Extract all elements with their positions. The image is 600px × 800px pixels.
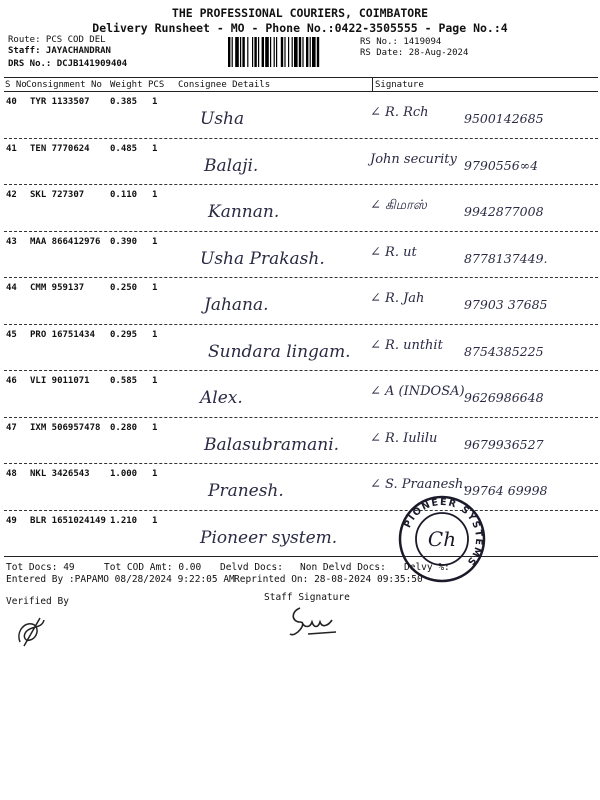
recipient-signature: ∠ A (INDOSA) bbox=[370, 384, 465, 399]
consignee-name: Usha Prakash. bbox=[200, 248, 325, 269]
row-sno: 41 bbox=[6, 143, 17, 154]
col-consignee: Consignee Details bbox=[178, 80, 271, 90]
consignee-name: Alex. bbox=[200, 388, 243, 408]
row-consignment-no: VLI 9011071 bbox=[30, 376, 90, 386]
reprinted-on: Reprinted On: 28-08-2024 09:35:50 bbox=[234, 574, 423, 585]
total-docs: Tot Docs: 49 bbox=[6, 562, 75, 573]
recipient-phone: 9790556∞4 bbox=[464, 157, 539, 173]
row-sno: 49 bbox=[6, 515, 17, 526]
consignee-name: Sundara lingam. bbox=[208, 341, 351, 362]
recipient-phone: 97903 37685 bbox=[464, 297, 548, 312]
recipient-phone: 8778137449. bbox=[464, 250, 548, 266]
consignee-name: Balaji. bbox=[204, 155, 259, 176]
company-title: THE PROFESSIONAL COURIERS, COIMBATORE bbox=[171, 6, 429, 20]
consignee-name: Jahana. bbox=[204, 295, 269, 315]
row-weight: 0.110 bbox=[110, 190, 138, 200]
row-sno: 47 bbox=[6, 422, 17, 433]
recipient-phone: 9626986648 bbox=[464, 390, 544, 405]
recipient-signature: ∠ R. ut bbox=[370, 244, 417, 260]
stamp-signature: Ch bbox=[427, 527, 457, 551]
delivered-docs: Delvd Docs: bbox=[220, 562, 283, 573]
rs-date: RS Date: 28-Aug-2024 bbox=[360, 48, 469, 58]
row-divider bbox=[4, 138, 598, 139]
row-sno: 42 bbox=[6, 190, 17, 200]
row-sno: 44 bbox=[6, 283, 17, 293]
row-weight: 0.485 bbox=[110, 143, 138, 154]
row-consignment-no: PRO 16751434 bbox=[30, 329, 96, 340]
total-cod-amount: Tot COD Amt: 0.00 bbox=[104, 562, 202, 573]
row-pcs: 1 bbox=[152, 190, 158, 200]
row-consignment-no: BLR 1651024149 bbox=[30, 515, 106, 526]
row-consignment-no: SKL 727307 bbox=[30, 190, 85, 200]
non-delivered-docs: Non Delvd Docs: bbox=[300, 562, 386, 573]
col-weight: Weight bbox=[110, 80, 143, 90]
col-consignment: Consignment No bbox=[26, 80, 102, 90]
row-weight: 0.585 bbox=[110, 376, 138, 386]
row-divider bbox=[4, 463, 598, 464]
recipient-phone: 99764 69998 bbox=[464, 483, 548, 498]
row-pcs: 1 bbox=[152, 329, 158, 340]
row-pcs: 1 bbox=[152, 469, 158, 479]
rs-number: RS No.: 1419094 bbox=[360, 37, 442, 47]
consignee-name: Usha bbox=[200, 109, 245, 129]
consignee-name: Pioneer system. bbox=[200, 527, 338, 548]
row-divider bbox=[4, 231, 598, 232]
verifier-signature bbox=[14, 612, 48, 650]
row-pcs: 1 bbox=[152, 97, 158, 107]
row-sno: 40 bbox=[6, 97, 17, 107]
recipient-signature: ∠ R. Iulilu bbox=[370, 430, 438, 446]
staff-handwritten-signature bbox=[286, 604, 344, 640]
row-pcs: 1 bbox=[152, 422, 158, 433]
col-signature: Signature bbox=[375, 80, 424, 90]
staff-signature-label: Staff Signature bbox=[264, 592, 350, 603]
recipient-signature: John security bbox=[370, 151, 457, 167]
consignee-name: Balasubramani. bbox=[204, 434, 340, 455]
row-weight: 0.390 bbox=[110, 236, 138, 247]
consignee-name: Kannan. bbox=[208, 202, 280, 222]
row-weight: 0.385 bbox=[110, 97, 138, 107]
recipient-signature: ∠ R. Jah bbox=[370, 291, 425, 306]
row-divider bbox=[4, 510, 598, 511]
route-label: Route: PCS COD DEL bbox=[8, 35, 106, 45]
row-weight: 0.295 bbox=[110, 329, 138, 340]
row-divider bbox=[4, 324, 598, 325]
row-weight: 0.250 bbox=[110, 283, 138, 293]
stamp-text: PIONEER SYSTEMS bbox=[402, 496, 485, 569]
recipient-signature: ∠ R. Rch bbox=[370, 105, 429, 120]
drs-number: DRS No.: DCJB141909404 bbox=[8, 59, 128, 69]
row-weight: 1.210 bbox=[110, 515, 138, 526]
recipient-phone: 9679936527 bbox=[464, 436, 544, 452]
row-pcs: 1 bbox=[152, 515, 158, 526]
staff-label: Staff: JAYACHANDRAN bbox=[8, 46, 111, 56]
row-pcs: 1 bbox=[152, 283, 158, 293]
row-pcs: 1 bbox=[152, 376, 158, 386]
entered-by: Entered By :PAPAMO 08/28/2024 9:22:05 AM bbox=[6, 574, 235, 585]
consignee-name: Pranesh. bbox=[208, 481, 284, 501]
recipient-phone: 9942877008 bbox=[464, 204, 544, 219]
recipient-phone: 9500142685 bbox=[464, 111, 544, 126]
recipient-phone: 8754385225 bbox=[464, 343, 544, 359]
runsheet-title: Delivery Runsheet - MO - Phone No.:0422-3505555 - Page No.:4 bbox=[92, 21, 508, 35]
row-divider bbox=[4, 417, 598, 418]
row-sno: 45 bbox=[6, 329, 17, 340]
row-divider bbox=[4, 370, 598, 371]
recipient-signature: ∠ S. Praanesh. bbox=[370, 477, 468, 492]
row-consignment-no: IXM 506957478 bbox=[30, 422, 101, 433]
recipient-signature: ∠ கிமாஸ் bbox=[370, 198, 427, 213]
row-divider bbox=[4, 184, 598, 185]
col-sno: S No bbox=[5, 80, 27, 90]
row-consignment-no: MAA 866412976 bbox=[30, 236, 101, 247]
col-pcs: PCS bbox=[148, 80, 165, 90]
row-divider bbox=[4, 277, 598, 278]
row-consignment-no: TYR 1133507 bbox=[30, 97, 90, 107]
delivery-percent: Delvy %: bbox=[404, 562, 450, 573]
row-consignment-no: CMM 959137 bbox=[30, 283, 85, 293]
verified-by-label: Verified By bbox=[6, 596, 69, 607]
row-consignment-no: TEN 7770624 bbox=[30, 143, 90, 154]
row-consignment-no: NKL 3426543 bbox=[30, 469, 90, 479]
row-pcs: 1 bbox=[152, 236, 158, 247]
row-sno: 48 bbox=[6, 469, 17, 479]
row-sno: 43 bbox=[6, 236, 17, 247]
row-sno: 46 bbox=[6, 376, 17, 386]
row-weight: 1.000 bbox=[110, 469, 138, 479]
row-pcs: 1 bbox=[152, 143, 158, 154]
row-weight: 0.280 bbox=[110, 422, 138, 433]
barcode bbox=[228, 37, 350, 67]
recipient-signature: ∠ R. unthit bbox=[370, 337, 443, 353]
